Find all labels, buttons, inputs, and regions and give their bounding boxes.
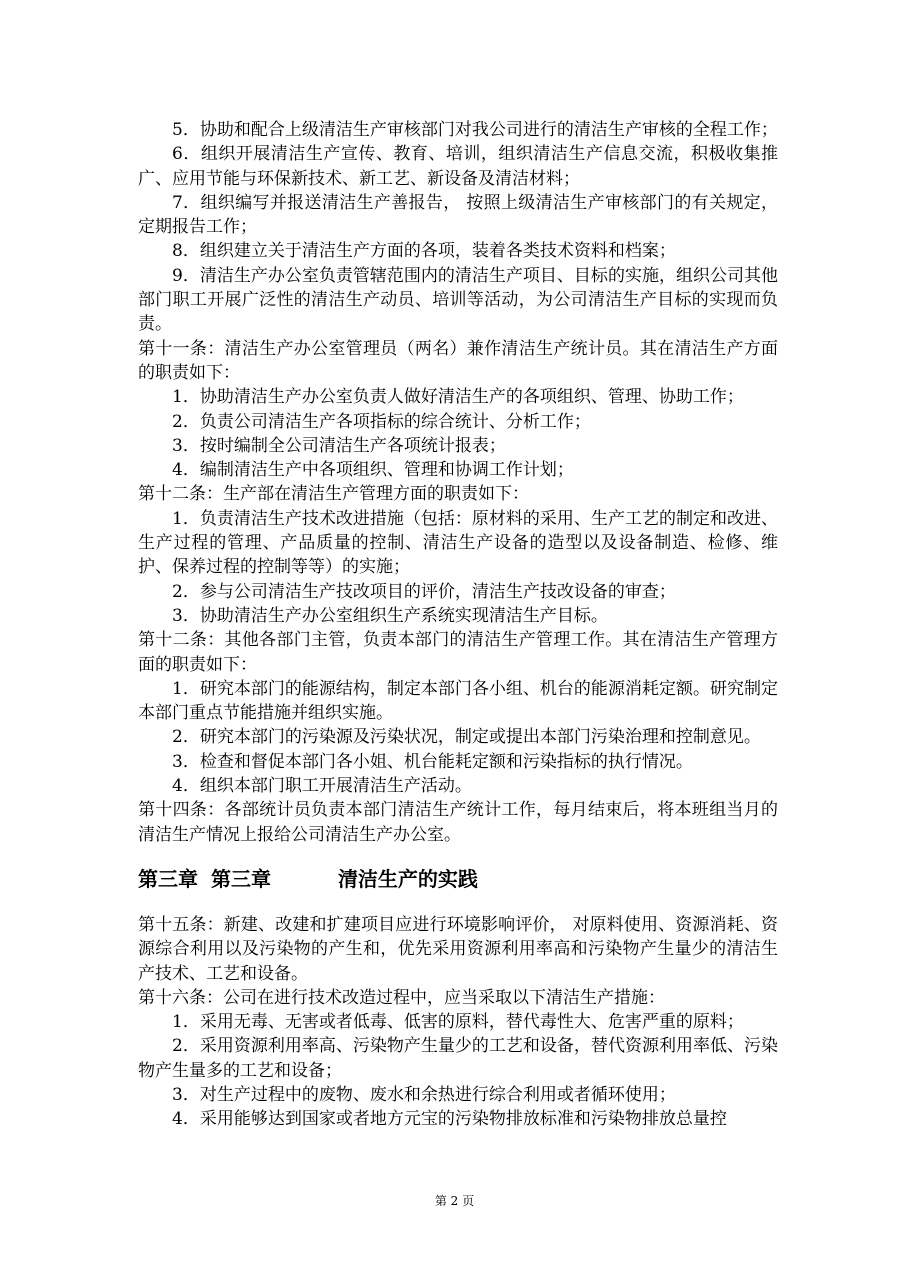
- list-item: 2．采用资源利用率高、污染物产生量少的工艺和设备，替代资源利用率低、污染物产生量多的工艺和设备；: [138, 1036, 778, 1081]
- list-item: 2．参与公司清洁生产技改项目的评价，清洁生产技改设备的审查；: [172, 581, 676, 602]
- list-item: 1．研究本部门的能源结构，制定本部门各小组、机台的能源消耗定额。研究制定本部门重点节能措施并组织实施。: [138, 678, 778, 724]
- list-item: 6．组织开展清洁生产宣传、教育、培训，组织清洁生产信息交流，积极收集推广、应用节能与环保新技术、新工艺、新设备及清洁材料；: [138, 144, 778, 189]
- article-paragraph: 第十六条：公司在进行技术改造过程中，应当采取以下清洁生产措施：: [138, 987, 665, 1008]
- article-paragraph: 第十四条：各部统计员负责本部门清洁生产统计工作，每月结束后，将本班组当月的清洁生产情况上报给公司清洁生产办公室。: [138, 800, 778, 845]
- list-item: 4．组织本部门职工开展清洁生产活动。: [172, 776, 472, 797]
- list-item: 3．对生产过程中的废物、废水和余热进行综合利用或者循环使用；: [172, 1084, 676, 1105]
- list-item: 9．清洁生产办公室负责管辖范围内的清洁生产项目、目标的实施，组织公司其他部门职工开展广泛性的清洁生产动员、培训等活动，为公司清洁生产目标的实现而负责。: [138, 265, 778, 335]
- article-paragraph: 第十二条：生产部在清洁生产管理方面的职责如下：: [138, 484, 529, 505]
- list-item: 1．协助清洁生产办公室负责人做好清洁生产的各项组织、管理、协助工作；: [172, 387, 744, 408]
- page-number: 第 2 页: [434, 1194, 475, 1208]
- section-articles-10-14: [138, 118, 778, 847]
- list-item: 3．按时编制全公司清洁生产各项统计报表；: [172, 435, 506, 456]
- chapter-heading: [138, 865, 778, 893]
- page-footer: [0, 1192, 909, 1209]
- chapter-heading-part1: 第三章: [138, 866, 198, 891]
- list-item: 5．协助和配合上级清洁生产审核部门对我公司进行的清洁生产审核的全程工作；: [172, 120, 778, 140]
- chapter-heading-title: 清洁生产的实践: [337, 866, 478, 891]
- chapter-heading-part2: 第三章: [210, 866, 271, 891]
- list-item: 4．采用能够达到国家或者地方元宝的污染物排放标准和污染物排放总量控: [172, 1109, 727, 1130]
- article-paragraph: 第十二条：其他各部门主管，负责本部门的清洁生产管理工作。其在清洁生产管理方面的职责如下：: [138, 630, 778, 675]
- section-articles-15-16: [138, 913, 778, 1132]
- article-paragraph: 第十一条：清洁生产办公室管理员（两名）兼作清洁生产统计员。其在清洁生产方面的职责如下：: [138, 338, 778, 383]
- list-item: 1．采用无毒、无害或者低毒、低害的原料，替代毒性大、危害严重的原料；: [172, 1012, 744, 1033]
- document-body: [138, 118, 778, 1132]
- list-item: 4．编制清洁生产中各项组织、管理和协调工作计划；: [172, 460, 574, 481]
- list-item: 8．组织建立关于清洁生产方面的各项，装着各类技术资料和档案；: [172, 241, 676, 262]
- article-paragraph: 第十五条：新建、改建和扩建项目应进行环境影响评价， 对原料使用、资源消耗、资源综合利用以及污染物的产生和，优先采用资源利用率高和污染物产生量少的清洁生产技术、工艺和设备。: [138, 914, 778, 984]
- list-item: 2．负责公司清洁生产各项指标的综合统计、分析工作；: [172, 411, 591, 432]
- list-item: 2．研究本部门的污染源及污染状况，制定或提出本部门污染治理和控制意见。: [172, 727, 761, 748]
- list-item: 3．协助清洁生产办公室组织生产系统实现清洁生产目标。: [172, 605, 608, 626]
- list-item: 1．负责清洁生产技术改进措施（包括：原材料的采用、生产工艺的制定和改进、生产过程的管理、产品质量的控制、清洁生产设备的造型以及设备制造、检修、维护、保养过程的控制等等）的实施；: [138, 508, 778, 578]
- list-item: 3．检查和督促本部门各小姐、机台能耗定额和污染指标的执行情况。: [172, 751, 693, 772]
- list-item: 7．组织编写并报送清洁生产善报告， 按照上级清洁生产审核部门的有关规定，定期报告工作；: [138, 192, 778, 238]
